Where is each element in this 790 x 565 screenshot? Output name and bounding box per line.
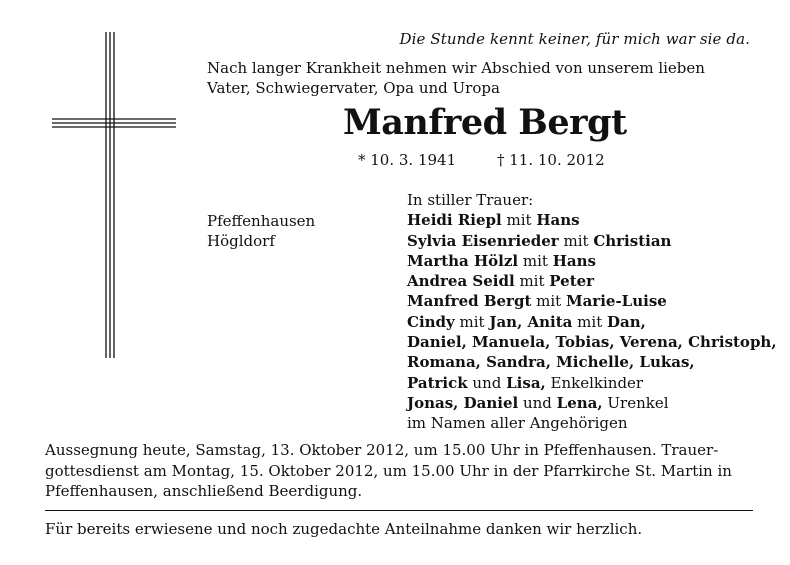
mourner-line: [407, 373, 767, 393]
mourner-line: [407, 332, 777, 352]
mourner-line: [407, 352, 767, 372]
funeral-line: gottesdienst am Montag, 15. Oktober 2012, um 15.00 Uhr in der Pfarrkirche St. Martin in: [45, 461, 732, 480]
divider: [45, 510, 753, 511]
mourner-line: [407, 413, 767, 433]
mourner-connector: mit: [514, 272, 550, 291]
mourner-line: [407, 393, 767, 413]
mourner-connector: mit: [454, 312, 490, 331]
thanks-text: Für bereits erwiesene und noch zugedachte Anteilnahme danken wir herzlich.: [45, 520, 643, 538]
deceased-name: Manfred Bergt: [343, 102, 627, 143]
place-name: Högldorf: [207, 232, 275, 250]
mourner-name: Cindy: [407, 312, 455, 331]
mourner-connector: Enkelkinder: [545, 373, 644, 392]
mourner-name: Jonas, Daniel: [407, 393, 519, 412]
mourner-name: Hans: [552, 251, 596, 270]
mourner-name: Lisa,: [506, 373, 546, 392]
mourner-name: Daniel, Manuela, Tobias, Verena, Christoph,: [407, 333, 777, 352]
mourner-connector: mit: [531, 292, 566, 311]
motto: Die Stunde kennt keiner, für mich war sie da.: [399, 30, 750, 48]
mourner-line: [407, 291, 767, 311]
places: [207, 211, 315, 251]
mourner-line: [407, 312, 767, 332]
funeral-line: Aussegnung heute, Samstag, 13. Oktober 2012, um 15.00 Uhr in Pfeffenhausen. Trauer-: [45, 441, 719, 459]
mourner-connector: mit: [518, 251, 553, 270]
mourner-connector: und: [467, 373, 507, 392]
place-name: Pfeffenhausen: [207, 212, 316, 230]
mourner-connector: mit: [572, 312, 607, 331]
mourner-connector: Urenkel: [602, 393, 669, 412]
cross-icon: [50, 30, 180, 360]
funeral-info: [45, 440, 753, 502]
mourner-name: Sylvia Eisenrieder: [407, 231, 559, 250]
mourner-name: Heidi Riepl: [407, 211, 502, 230]
mourner-line: [407, 210, 767, 230]
mourners-list: [407, 190, 777, 434]
mourner-name: Dan,: [607, 312, 646, 331]
mourner-lines: [407, 210, 777, 433]
mourner-connector: mit: [558, 231, 594, 250]
mourner-name: Jan, Anita: [489, 312, 573, 331]
mourner-name: Patrick: [407, 373, 468, 392]
death-date: † 11. 10. 2012: [497, 151, 605, 169]
mourner-name: Lena,: [556, 393, 603, 412]
intro-line: Vater, Schwiegervater, Opa und Uropa: [207, 79, 500, 97]
mourner-name: Manfred Bergt: [407, 292, 532, 311]
mourner-name: Romana, Sandra, Michelle, Lukas,: [407, 353, 695, 372]
intro-text: [207, 58, 757, 98]
birth-date: * 10. 3. 1941: [358, 151, 457, 169]
mourner-line: [407, 271, 767, 291]
mourner-line: [407, 251, 767, 271]
mourners-heading: In stiller Trauer:: [407, 191, 534, 209]
mourner-name: Andrea Seidl: [407, 272, 515, 291]
mourner-line: [407, 231, 767, 251]
intro-line: Nach langer Krankheit nehmen wir Abschied von unserem lieben: [207, 59, 705, 77]
mourner-connector: und: [518, 393, 557, 412]
mourner-connector: im Namen aller Angehörigen: [407, 414, 628, 433]
mourner-name: Martha Hölzl: [407, 251, 519, 270]
mourner-name: Marie-Luise: [565, 292, 667, 311]
mourner-connector: mit: [501, 211, 537, 230]
funeral-line: Pfeffenhausen, anschließend Beerdigung.: [45, 482, 363, 500]
mourner-name: Hans: [536, 211, 580, 230]
mourner-name: Christian: [593, 231, 672, 250]
mourner-name: Peter: [549, 272, 595, 291]
